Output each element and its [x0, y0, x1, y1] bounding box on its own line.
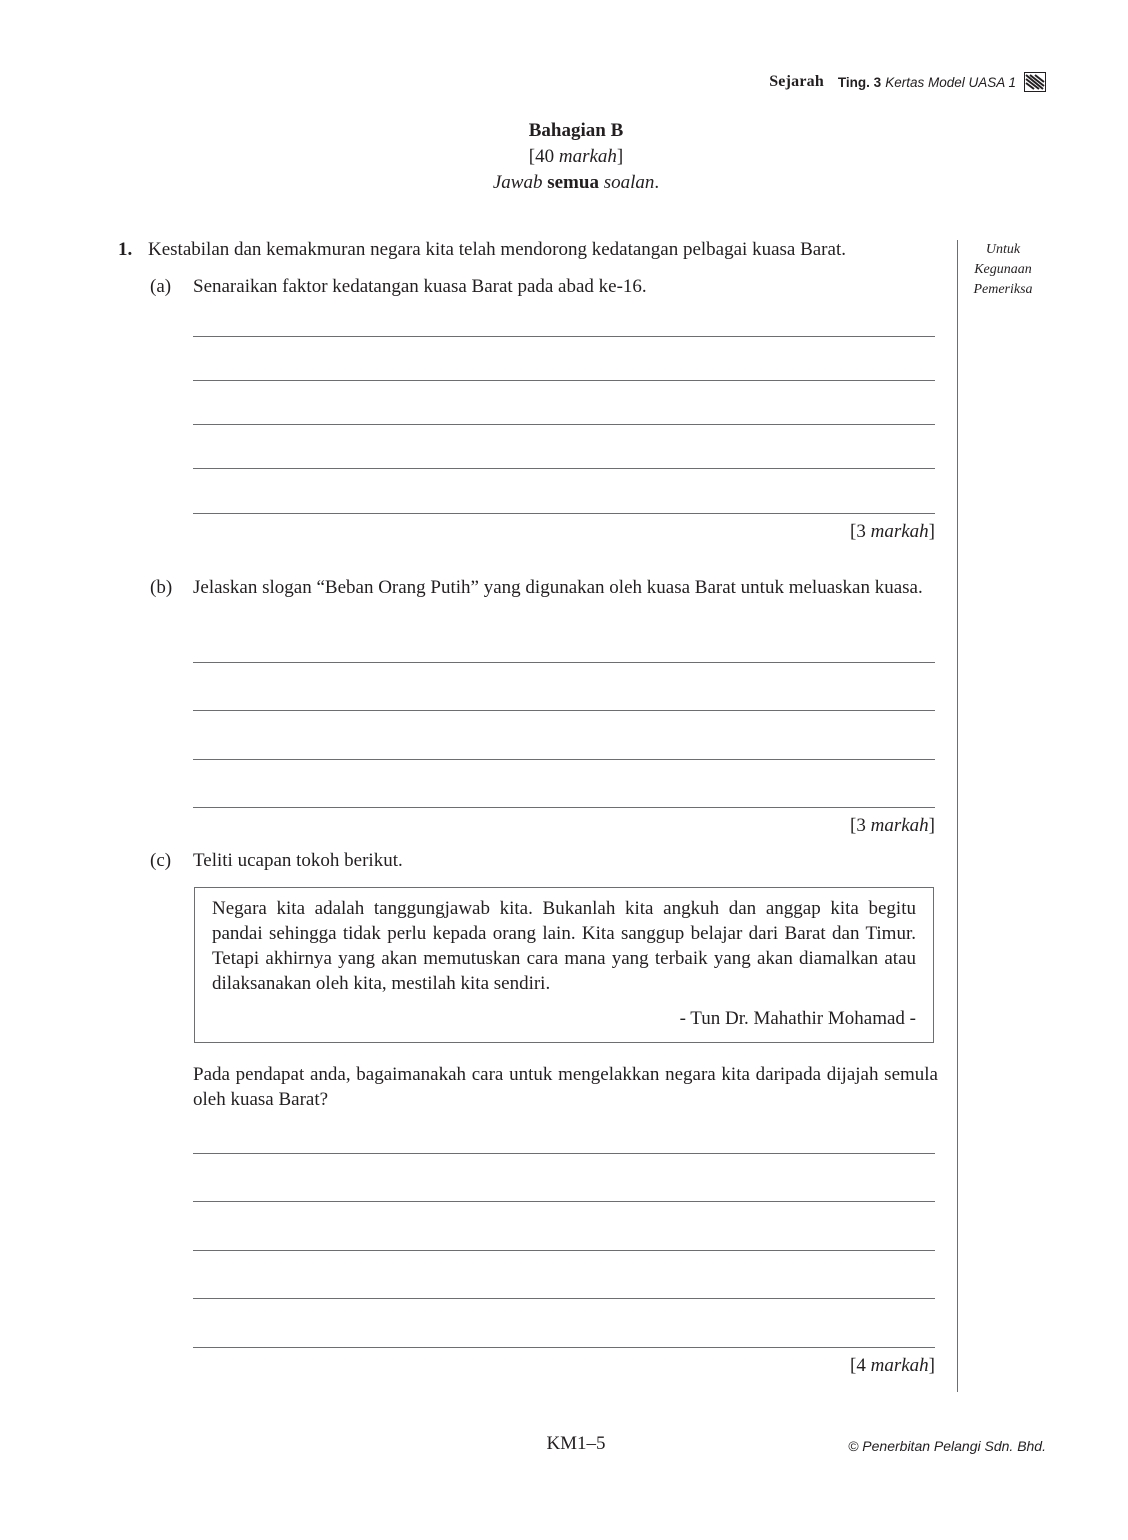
- answer-line[interactable]: [193, 1298, 935, 1299]
- part-a-marks: [3 markah]: [850, 521, 935, 542]
- answer-line[interactable]: [193, 1201, 935, 1202]
- examiner-use-label: Untuk Kegunaan Pemeriksa: [973, 242, 1033, 297]
- part-c-prompt: Pada pendapat anda, bagaimanakah cara untuk mengelakkan negara kita daripada dijajah semula oleh kuasa Barat?: [193, 1064, 938, 1110]
- answer-line[interactable]: [193, 468, 935, 469]
- subject-title: Sejarah: [769, 73, 824, 90]
- answer-line[interactable]: [193, 710, 935, 711]
- form-level: Ting. 3: [837, 74, 882, 90]
- answer-line[interactable]: [193, 336, 935, 337]
- page-header: [769, 72, 1046, 92]
- answer-line[interactable]: [193, 807, 935, 808]
- part-b-question: Jelaskan slogan “Beban Orang Putih” yang digunakan oleh kuasa Barat untuk meluaskan kuasa.: [193, 577, 923, 598]
- answer-line[interactable]: [193, 759, 935, 760]
- question-stem: Kestabilan dan kemakmuran negara kita telah mendorong kedatangan pelbagai kuasa Barat.: [148, 239, 846, 260]
- publisher-logo-icon: [1024, 72, 1046, 92]
- paper-title: Kertas Model UASA 1: [885, 74, 1016, 90]
- quote-author: - Tun Dr. Mahathir Mohamad -: [679, 1008, 916, 1029]
- section-instruction: Jawab semua soalan.: [492, 172, 660, 193]
- answer-line[interactable]: [193, 513, 935, 514]
- answer-line[interactable]: [193, 1153, 935, 1154]
- part-c-question: Teliti ucapan tokoh berikut.: [193, 850, 403, 871]
- part-b-marks: [3 markah]: [850, 815, 935, 836]
- part-a-question: Senaraikan faktor kedatangan kuasa Barat pada abad ke-16.: [193, 276, 647, 297]
- answer-line[interactable]: [193, 662, 935, 663]
- examiner-column-divider: [957, 240, 958, 1392]
- quote-text: Negara kita adalah tanggungjawab kita. Bukanlah kita angkuh dan anggap kita begitu pandai sehingga tidak perlu kepada orang lain. Kita sanggup belajar dari Barat dan Timur. Tetapi akhirnya yang akan memutuskan cara mana yang terbaik yang akan diamalkan atau dilaksanakan oleh kita, mestilah kita sendiri.: [212, 898, 916, 994]
- answer-line[interactable]: [193, 380, 935, 381]
- copyright-notice: © Penerbitan Pelangi Sdn. Bhd.: [848, 1438, 1046, 1454]
- answer-line[interactable]: [193, 1347, 935, 1348]
- answer-line[interactable]: [193, 1250, 935, 1251]
- quote-box: [194, 887, 934, 1043]
- section-title: Bahagian B: [528, 120, 624, 141]
- answer-line[interactable]: [193, 424, 935, 425]
- page-code: KM1–5: [546, 1433, 606, 1454]
- section-total-marks: [40 markah]: [528, 146, 624, 167]
- part-c-marks: [4 markah]: [850, 1355, 935, 1376]
- part-a-label: (a): [150, 276, 172, 297]
- part-c-label: (c): [150, 850, 172, 871]
- question-number: 1.: [118, 239, 133, 260]
- part-b-label: (b): [150, 577, 173, 598]
